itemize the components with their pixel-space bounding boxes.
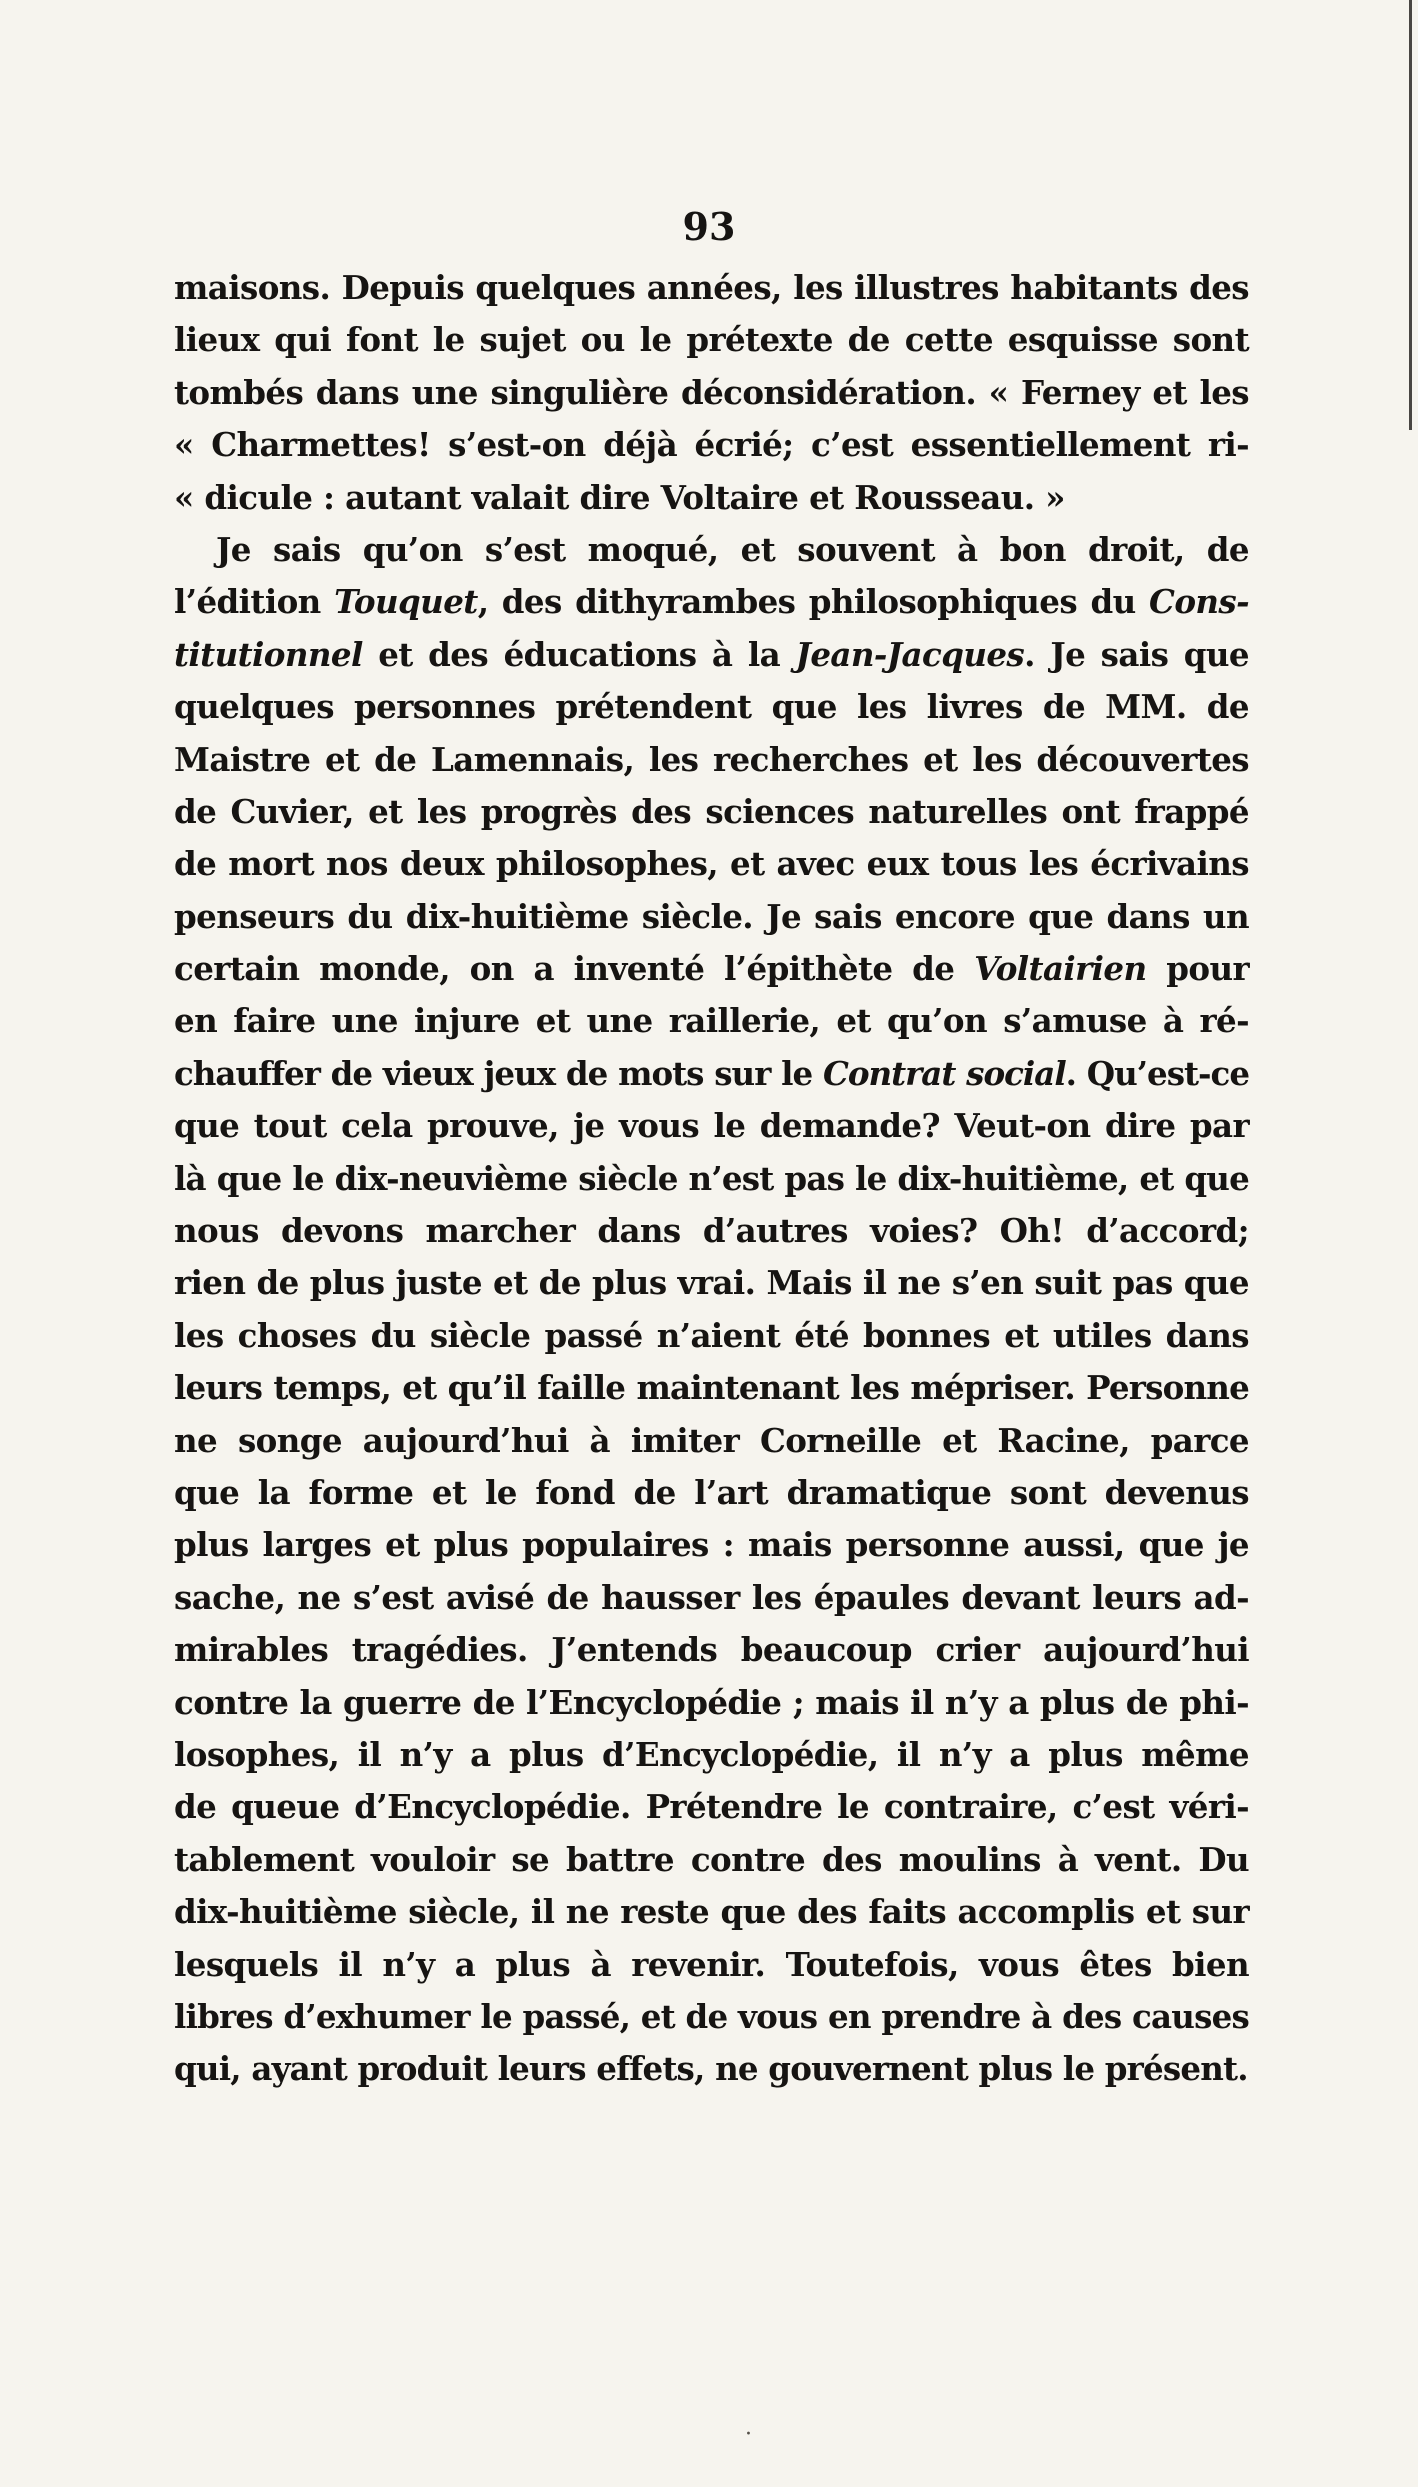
text-segment: « Charmettes! s’est-on déjà écrié; c’est essentiellement ri- (174, 425, 1249, 465)
text-line (174, 1991, 1249, 2043)
text-line (174, 1362, 1249, 1414)
text-segment: contre la guerre de l’Encyclopédie ; mais il n’y a plus de phi- (174, 1682, 1249, 1722)
text-line (174, 1048, 1249, 1100)
text-line (174, 1572, 1249, 1624)
text-line (174, 1467, 1249, 1519)
text-line (174, 681, 1249, 733)
italic-text: Contrat social (822, 1053, 1066, 1093)
text-line (174, 734, 1249, 786)
text-segment: . Qu’est-ce (1065, 1053, 1249, 1093)
text-segment: penseurs du dix-huitième siècle. Je sais encore que dans un (174, 896, 1249, 936)
italic-text: Cons- (1149, 582, 1250, 622)
text-line (174, 1519, 1249, 1571)
text-line (174, 524, 1249, 576)
text-segment: lesquels il n’y a plus à revenir. Toutefois, vous êtes bien (174, 1944, 1249, 1984)
text-segment: . Je sais que (1024, 634, 1250, 674)
text-segment: les choses du siècle passé n’aient été bonnes et utiles dans (174, 1315, 1249, 1355)
text-line (174, 576, 1249, 628)
text-segment: que la forme et le fond de l’art dramatique sont devenus (174, 1472, 1249, 1512)
text-line (174, 1677, 1249, 1729)
text-segment: que tout cela prouve, je vous le demande? Veut-on dire par (174, 1106, 1249, 1146)
text-line (174, 1205, 1249, 1257)
text-segment: de mort nos deux philosophes, et avec eux tous les écrivains (174, 844, 1249, 884)
text-line (174, 472, 1249, 524)
text-segment: en faire une injure et une raillerie, et qu’on s’amuse à ré- (174, 1001, 1249, 1041)
italic-text: Touquet (334, 582, 478, 622)
text-segment: Je sais qu’on s’est moqué, et souvent à bon droit, de (216, 529, 1249, 569)
text-segment: ne songe aujourd’hui à imiter Corneille et Racine, parce (174, 1420, 1249, 1460)
text-segment: tablement vouloir se battre contre des moulins à vent. Du (174, 1839, 1249, 1879)
text-segment: certain monde, on a inventé l’épithète de (174, 949, 975, 989)
text-segment: qui, ayant produit leurs effets, ne gouvernent plus le présent. (174, 2049, 1248, 2089)
text-line (174, 629, 1249, 681)
italic-text: Jean-Jacques (795, 634, 1025, 674)
text-line (174, 838, 1249, 890)
text-line (174, 367, 1249, 419)
scan-mark: · (745, 2422, 752, 2447)
italic-text: Voltairien (974, 949, 1147, 989)
text-segment: de queue d’Encyclopédie. Prétendre le contraire, c’est véri- (174, 1787, 1249, 1827)
text-segment: pour (1146, 949, 1249, 989)
text-line (174, 995, 1249, 1047)
text-segment: , des dithyrambes philosophiques du (477, 582, 1150, 622)
text-segment: rien de plus juste et de plus vrai. Mais il ne s’en suit pas que (174, 1263, 1249, 1303)
text-line (174, 419, 1249, 471)
text-line (174, 1834, 1249, 1886)
text-segment: maisons. Depuis quelques années, les illustres habitants des (174, 268, 1249, 307)
text-segment: quelques personnes prétendent que les livres de MM. de (174, 687, 1249, 727)
text-line (174, 1415, 1249, 1467)
text-segment: plus larges et plus populaires : mais personne aussi, que je (174, 1525, 1249, 1565)
text-segment: tombés dans une singulière déconsidération. « Ferney et les (174, 372, 1249, 412)
text-line (174, 262, 1249, 314)
text-line (174, 1257, 1249, 1309)
text-line (174, 891, 1249, 943)
text-line (174, 2043, 1249, 2095)
text-segment: et des éducations à la (362, 634, 796, 674)
text-segment: Maistre et de Lamennais, les recherches et les découvertes (174, 739, 1249, 779)
text-line (174, 1886, 1249, 1938)
text-line (174, 1310, 1249, 1362)
body-text (174, 262, 1249, 2096)
text-segment: dix-huitième siècle, il ne reste que des faits accomplis et sur (174, 1892, 1249, 1932)
text-segment: mirables tragédies. J’entends beaucoup crier aujourd’hui (174, 1630, 1249, 1670)
text-line (174, 314, 1249, 366)
text-line (174, 1100, 1249, 1152)
text-line (174, 1781, 1249, 1833)
text-segment: nous devons marcher dans d’autres voies? Oh! d’accord; (174, 1211, 1249, 1251)
text-segment: sache, ne s’est avisé de hausser les épaules devant leurs ad- (174, 1577, 1249, 1617)
text-segment: l’édition (174, 582, 335, 622)
page-number: 93 (682, 204, 736, 249)
text-segment: libres d’exhumer le passé, et de vous en prendre à des causes (174, 1996, 1249, 2036)
text-line (174, 1624, 1249, 1676)
text-segment: leurs temps, et qu’il faille maintenant les mépriser. Personne (174, 1368, 1249, 1408)
text-segment: lieux qui font le sujet ou le prétexte de cette esquisse sont (174, 320, 1249, 360)
text-segment: chauffer de vieux jeux de mots sur le (174, 1053, 823, 1093)
text-segment: de Cuvier, et les progrès des sciences naturelles ont frappé (174, 791, 1249, 831)
text-line (174, 1153, 1249, 1205)
text-line (174, 1939, 1249, 1991)
text-line (174, 786, 1249, 838)
text-line (174, 1729, 1249, 1781)
text-line (174, 943, 1249, 995)
italic-text: titutionnel (174, 634, 363, 674)
text-segment: là que le dix-neuvième siècle n’est pas le dix-huitième, et que (174, 1158, 1249, 1198)
text-segment: losophes, il n’y a plus d’Encyclopédie, il n’y a plus même (174, 1734, 1249, 1774)
text-segment: « dicule : autant valait dire Voltaire et Rousseau. » (174, 477, 1065, 517)
